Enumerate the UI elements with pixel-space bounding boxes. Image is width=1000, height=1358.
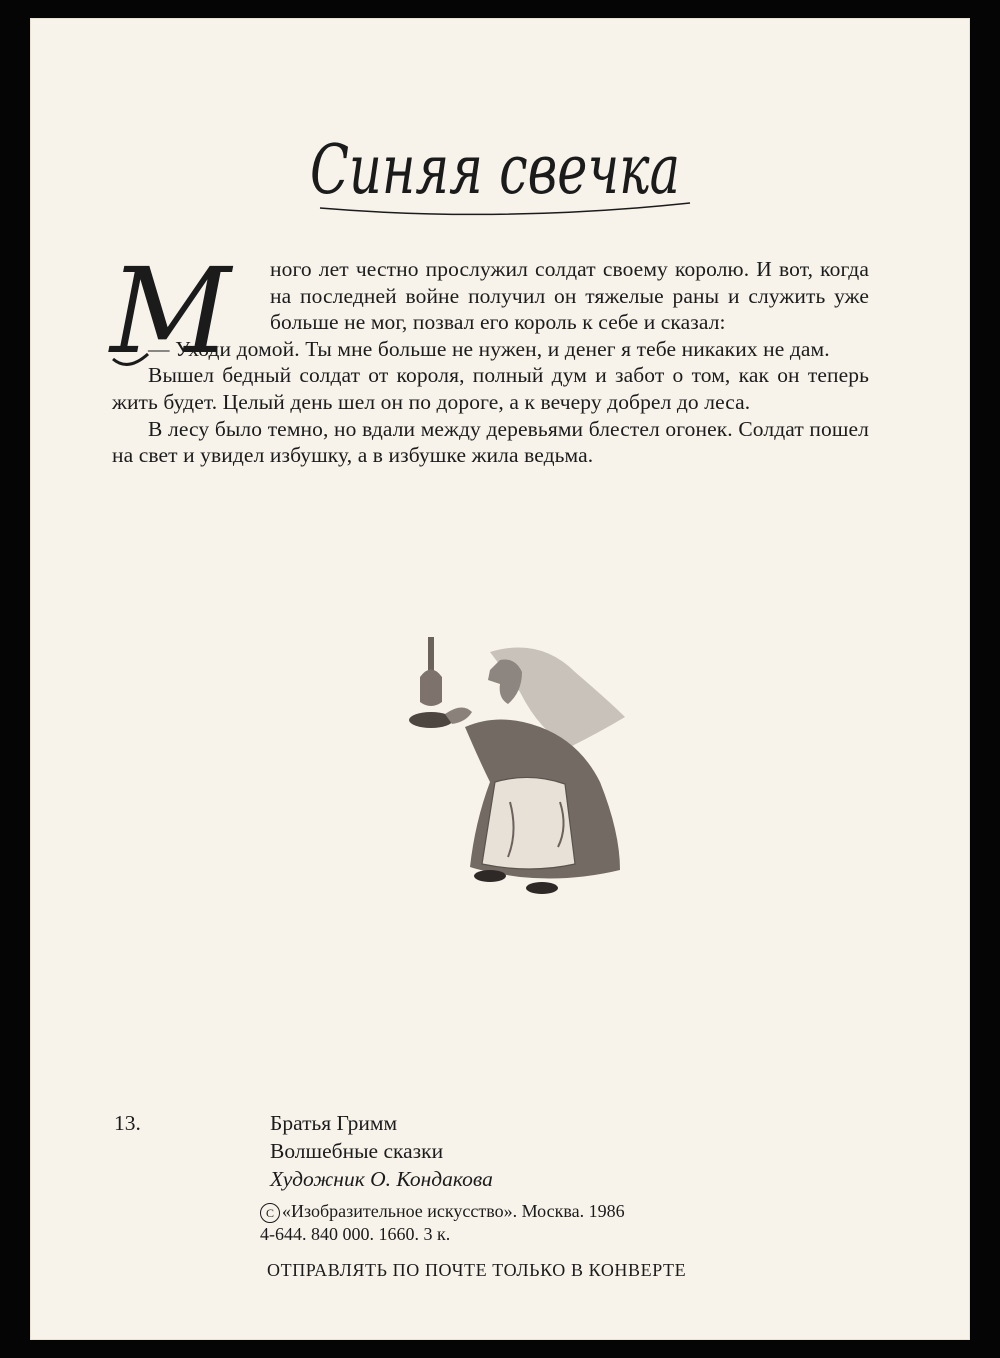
title-calligraphy — [300, 98, 720, 238]
postal-note: ОТПРАВЛЯТЬ ПО ПОЧТЕ ТОЛЬКО В КОНВЕРТЕ — [267, 1260, 687, 1280]
credits — [270, 1109, 493, 1193]
story-text — [112, 256, 869, 469]
paragraph-2: — Уходи домой. Ты мне больше не нужен, и денег я тебе никаких не дам. — [148, 336, 830, 361]
publisher: «Изобразительное искусство». Москва. 1986 — [282, 1201, 625, 1221]
postcard — [30, 18, 970, 1340]
witch-illustration — [390, 632, 650, 902]
print-code: 4-644. 840 000. 1660. 3 к. — [260, 1223, 451, 1244]
book-title: Волшебные сказки — [270, 1139, 444, 1163]
paragraph-1 — [112, 256, 869, 336]
page-title: Синяя свечка — [310, 131, 680, 210]
paragraph-4: В лесу было темно, но вдали между деревьями блестел огонек. Солдат пошел на свет и увидел избушку, а в избушке жила ведьма. — [112, 416, 869, 468]
artist: Художник О. Кондакова — [270, 1167, 493, 1191]
paragraph-3: Вышел бедный солдат от короля, полный дум и забот о том, как он теперь жить будет. Целый день шел он по дороге, а к вечеру добрел до леса. — [112, 363, 869, 414]
author: Братья Гримм — [270, 1111, 398, 1135]
copyright-icon: C — [260, 1203, 280, 1223]
publisher-info — [260, 1200, 625, 1245]
drop-cap-letter: М — [110, 242, 231, 380]
card-number: 13. — [114, 1111, 141, 1135]
paragraph-1-text: ного лет честно прослужил солдат своему королю. И вот, когда на последней войне получил он тяжелые раны и служить уже больше не мог, позвал его король к себе и сказал: — [270, 257, 869, 335]
